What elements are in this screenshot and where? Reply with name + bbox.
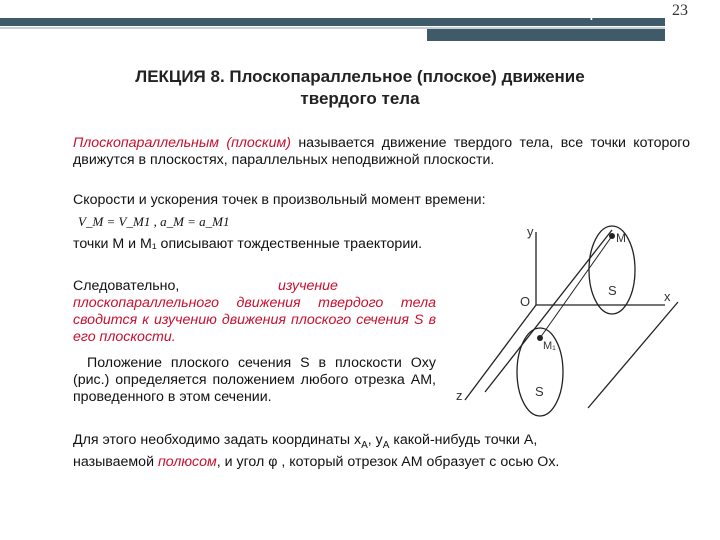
- point-m: [609, 233, 615, 239]
- slide-title-line1: ЛЕКЦИЯ 8. Плоскопараллельное (плоское) движение: [135, 67, 585, 86]
- label-s-lower: S: [535, 384, 544, 399]
- label-o: O: [520, 294, 531, 309]
- trajectories-text: точки M и M₁ описывают тождественные траектории.: [73, 236, 423, 252]
- section-upper-ellipse: [589, 226, 635, 314]
- label-m: M: [616, 231, 626, 245]
- slide-title-line2: твердого тела: [300, 89, 420, 108]
- pole-word: полюсом: [157, 453, 217, 470]
- bottom-line2-part1: называемой: [73, 453, 158, 470]
- bottom-line1-part3: какой-нибудь точки A,: [389, 432, 538, 448]
- bottom-line1-part2: , y: [367, 432, 383, 448]
- bottom-line2-part2: , и угол φ , который отрезок AM образует с осью Ox.: [216, 453, 560, 470]
- section-bottom-line: [588, 302, 678, 408]
- label-s-upper: S: [608, 283, 617, 298]
- section-lower-ellipse: [517, 328, 563, 416]
- sub-b: A: [382, 439, 390, 451]
- velocity-formula: V_M = V_M1 , a_M = a_M1: [78, 214, 230, 229]
- bottom-line1-part1: Для этого необходимо задать координаты x: [73, 432, 362, 448]
- segment-mm1: [540, 236, 612, 338]
- label-z: z: [456, 388, 463, 403]
- definition-term: Плоскопараллельным (плоским): [73, 135, 291, 151]
- consequently-word: Следовательно,: [73, 278, 180, 294]
- study-red-text: изучение плоскопараллельного движения твердого тела сводится к изучению движения плоского сечения S в его плоскости.: [73, 278, 436, 345]
- velocities-intro: Скорости и ускорения точек в произвольный момент времени:: [73, 192, 486, 208]
- label-x: x: [664, 289, 671, 304]
- sub-a: A: [361, 439, 368, 451]
- definition-text: называется движение твердого тела, все точки которого движутся в плоскостях, параллельных неподвижной плоскости.: [73, 135, 691, 168]
- header-title: Лекция 8: [559, 4, 621, 20]
- label-y: y: [527, 224, 534, 239]
- section-top-line: [485, 230, 612, 392]
- page-number: 23: [672, 2, 688, 19]
- label-m1: M₁: [543, 340, 556, 352]
- z-axis: [465, 305, 536, 400]
- position-paragraph: Положение плоского сечения S в плоскости Oxy (рис.) определяется положением любого отрезка AM, проведенного в этом сечении.: [73, 355, 436, 405]
